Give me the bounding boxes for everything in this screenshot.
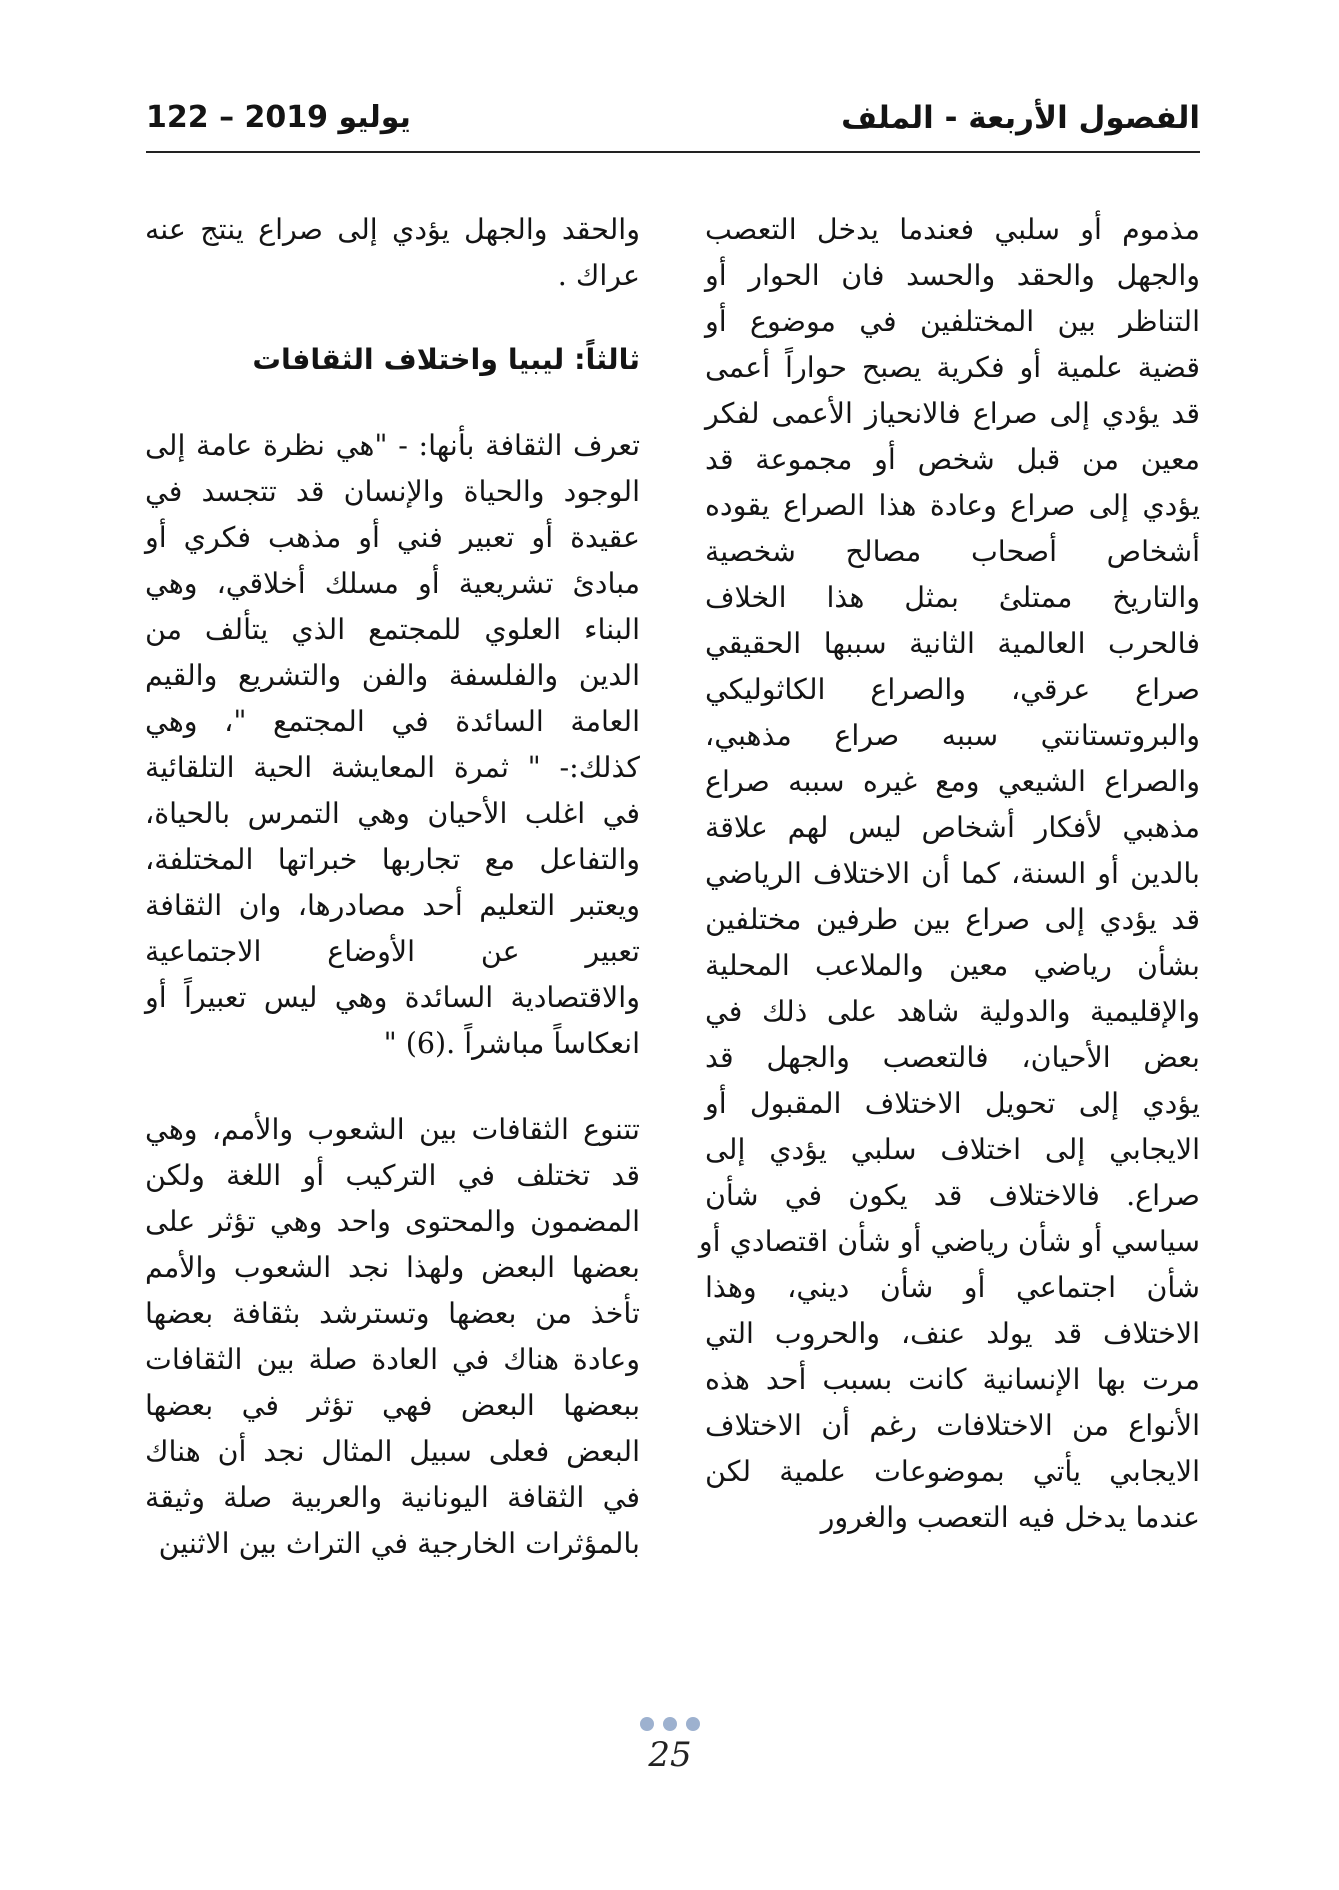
text-line: صراع. فالاختلاف قد يكون في شأن bbox=[705, 1179, 1200, 1212]
text-line: انعكاساً مباشراً .(6) " bbox=[383, 1027, 640, 1060]
text-line: بالمؤثرات الخارجية في التراث بين الاثنين bbox=[158, 1527, 640, 1560]
text-line: قد يؤدي إلى صراع فالانحياز الأعمى لفكر bbox=[705, 397, 1200, 430]
text-line: قضية علمية أو فكرية يصبح حواراً أعمى bbox=[705, 351, 1200, 384]
text-line: والتفاعل مع تجاربها خبراتها المختلفة، bbox=[145, 843, 640, 876]
ornament-dot bbox=[663, 1717, 677, 1731]
text-line: تعرف الثقافة بأنها: - "هي نظرة عامة إلى bbox=[145, 429, 640, 462]
text-line: سياسي أو شأن رياضي أو شأن اقتصادي أو bbox=[698, 1225, 1200, 1258]
page-ornament-dots bbox=[640, 1717, 700, 1733]
intro-lines bbox=[145, 207, 640, 299]
text-line: مرت بها الإنسانية كانت بسبب أحد هذه bbox=[705, 1363, 1200, 1396]
text-line: الأنواع من الاختلافات رغم أن الاختلاف bbox=[705, 1409, 1200, 1442]
text-line: يؤدي إلى تحويل الاختلاف المقبول أو bbox=[705, 1087, 1200, 1120]
text-line: التناظر بين المختلفين في موضوع أو bbox=[705, 305, 1200, 338]
text-line: الايجابي إلى اختلاف سلبي يؤدي إلى bbox=[705, 1133, 1200, 1166]
text-line: ببعضها البعض فهي تؤثر في بعضها bbox=[145, 1389, 640, 1422]
text-line: بعض الأحيان، فالتعصب والجهل قد bbox=[705, 1041, 1200, 1074]
ornament-dot bbox=[640, 1717, 654, 1731]
section-heading: ثالثاً: ليبيا واختلاف الثقافات bbox=[252, 343, 640, 376]
text-line: عقيدة أو تعبير فني أو مذهب فكري أو bbox=[145, 521, 640, 554]
text-line: والصراع الشيعي ومع غيره سببه صراع bbox=[705, 765, 1200, 798]
text-line: العامة السائدة في المجتمع "، وهي bbox=[145, 705, 640, 738]
text-line: والجهل والحقد والحسد فان الحوار أو bbox=[705, 259, 1200, 292]
ornament-dot bbox=[686, 1717, 700, 1731]
journal-title: الفصول الأربعة - الملف bbox=[841, 100, 1200, 136]
page-number: 25 bbox=[648, 1735, 692, 1775]
text-line: صراع عرقي، والصراع الكاثوليكي bbox=[705, 673, 1200, 706]
text-line: بشأن رياضي معين والملاعب المحلية bbox=[705, 949, 1200, 982]
text-line: أشخاص أصحاب مصالح شخصية bbox=[705, 535, 1200, 568]
text-line: يؤدي إلى صراع وعادة هذا الصراع يقوده bbox=[705, 489, 1200, 522]
text-line: والبروتستانتي سببه صراع مذهبي، bbox=[705, 719, 1200, 752]
text-line: الوجود والحياة والإنسان قد تتجسد في bbox=[145, 475, 640, 508]
text-line: كذلك:- " ثمرة المعايشة الحية التلقائية bbox=[145, 751, 640, 784]
paragraph-culture-definition bbox=[145, 423, 640, 1067]
text-line: البناء العلوي للمجتمع الذي يتألف من bbox=[145, 613, 640, 646]
text-line: في الثقافة اليونانية والعربية صلة وثيقة bbox=[145, 1481, 640, 1514]
left-column bbox=[145, 207, 640, 1567]
text-line: قد يؤدي إلى صراع بين طرفين مختلفين bbox=[705, 903, 1200, 936]
text-line: وعادة هناك في العادة صلة بين الثقافات bbox=[145, 1343, 640, 1376]
text-line: في اغلب الأحيان وهي التمرس بالحياة، bbox=[145, 797, 640, 830]
text-line: عراك . bbox=[557, 259, 640, 292]
text-line: ويعتبر التعليم أحد مصادرها، وان الثقافة bbox=[145, 889, 640, 922]
header-divider bbox=[146, 151, 1200, 153]
text-line: البعض فعلى سبيل المثال نجد أن هناك bbox=[145, 1435, 640, 1468]
text-line: والتاريخ ممتلئ بمثل هذا الخلاف bbox=[705, 581, 1200, 614]
text-line: مبادئ تشريعية أو مسلك أخلاقي، وهي bbox=[145, 567, 640, 600]
text-line: والحقد والجهل يؤدي إلى صراع ينتج عنه bbox=[145, 213, 640, 246]
issue-info: 122 – يوليو 2019 bbox=[146, 100, 411, 135]
text-line: الدين والفلسفة والفن والتشريع والقيم bbox=[145, 659, 640, 692]
paragraph-culture-diversity bbox=[145, 1107, 640, 1567]
text-line: فالحرب العالمية الثانية سببها الحقيقي bbox=[705, 627, 1200, 660]
text-line: الايجابي يأتي بموضوعات علمية لكن bbox=[705, 1455, 1200, 1488]
text-line: تعبير عن الأوضاع الاجتماعية bbox=[145, 935, 640, 968]
text-line: تأخذ من بعضها وتسترشد بثقافة بعضها bbox=[145, 1297, 640, 1330]
right-column bbox=[698, 207, 1200, 1541]
text-line: الاختلاف قد يولد عنف، والحروب التي bbox=[705, 1317, 1200, 1350]
text-line: عندما يدخل فيه التعصب والغرور bbox=[820, 1501, 1200, 1534]
text-line: والاقتصادية السائدة وهي ليس تعبيراً أو bbox=[145, 981, 640, 1014]
text-line: بالدين أو السنة، كما أن الاختلاف الرياضي bbox=[705, 857, 1200, 890]
text-line: قد تختلف في التركيب أو اللغة ولكن bbox=[145, 1159, 640, 1192]
text-line: مذهبي لأفكار أشخاص ليس لهم علاقة bbox=[705, 811, 1200, 844]
text-line: مذموم أو سلبي فعندما يدخل التعصب bbox=[705, 213, 1200, 246]
text-line: تتنوع الثقافات بين الشعوب والأمم، وهي bbox=[145, 1113, 640, 1146]
text-line: بعضها البعض ولهذا نجد الشعوب والأمم bbox=[145, 1251, 640, 1284]
text-line: شأن اجتماعي أو شأن ديني، وهذا bbox=[705, 1271, 1200, 1304]
page-header bbox=[146, 96, 1200, 146]
text-line: والإقليمية والدولية شاهد على ذلك في bbox=[705, 995, 1200, 1028]
text-line: معين من قبل شخص أو مجموعة قد bbox=[705, 443, 1200, 476]
text-line: المضمون والمحتوى واحد وهي تؤثر على bbox=[145, 1205, 640, 1238]
